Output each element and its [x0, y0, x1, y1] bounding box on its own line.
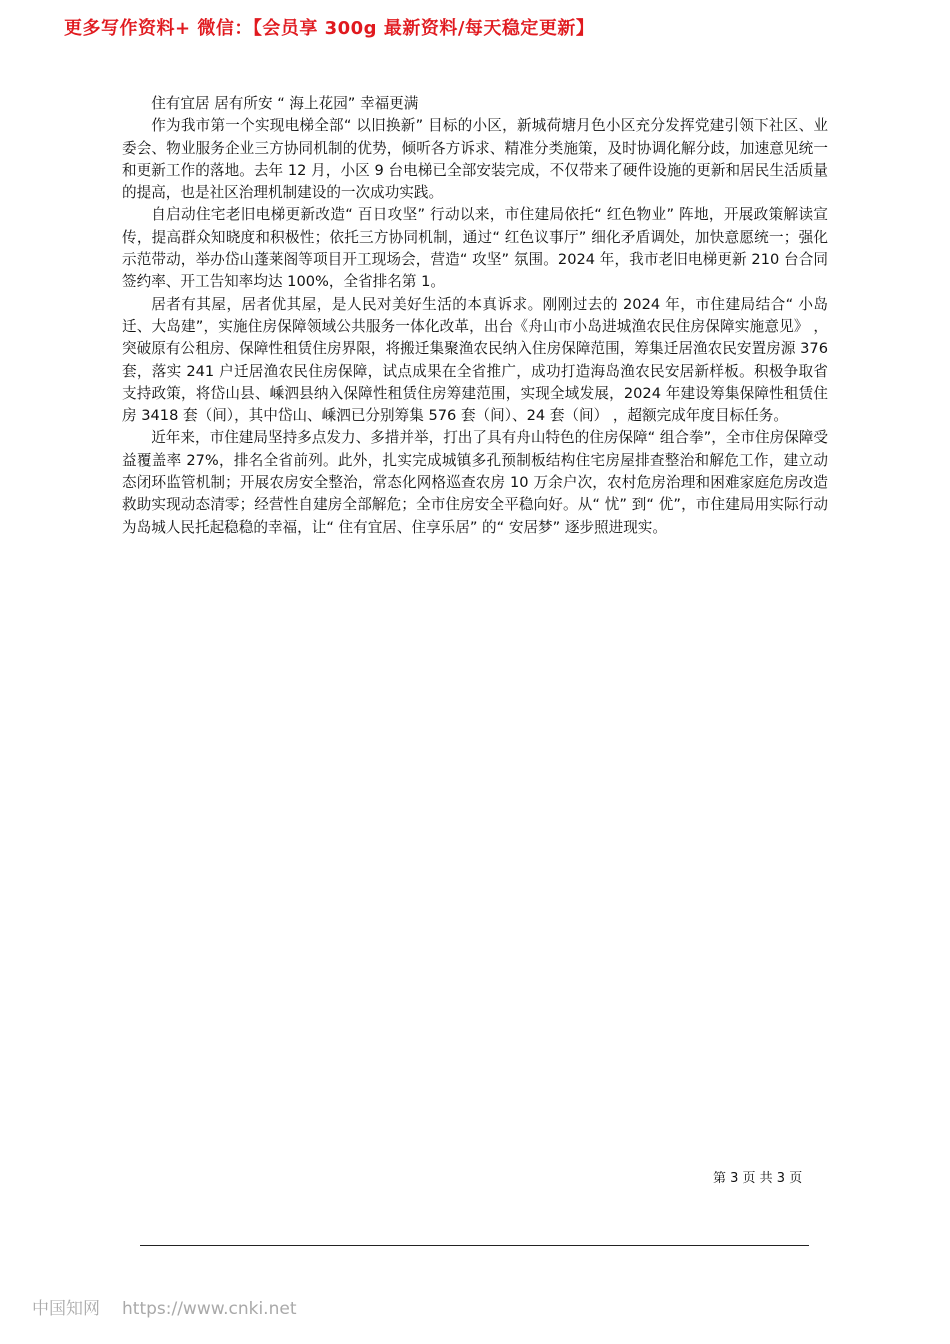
article-title: 住有宜居 居有所安 “ 海上花园” 幸福更满: [151, 95, 419, 112]
page-number: 第 3 页 共 3 页: [713, 1171, 803, 1186]
article-paragraph: 近年来，市住建局坚持多点发力、多措并举，打出了具有舟山特色的住房保障“ 组合拳”，全市住房保障受益覆盖率 27%，排名全省前列。此外，扎实完成城镇多孔预制板结构住宅房屋排查整治和解危工作，建立动态闭环监管机制；开展农房安全整治，常态化网格巡查农房 10 万余户次，农村危房治理和困难家庭危房改造救助实现动态清零；经营性自建房全部解危；全市住房安全平稳向好。从“ 忧” 到“ 优”，市住建局用实际行动为岛城人民托起稳稳的幸福，让“ 住有宜居、住享乐居” 的“ 安居梦” 逐步照进现实。: [122, 429, 828, 536]
watermark: [32, 1294, 296, 1319]
article-paragraph: 自启动住宅老旧电梯更新改造“ 百日攻坚” 行动以来，市住建局依托“ 红色物业” 阵地，开展政策解读宣传，提高群众知晓度和积极性；依托三方协同机制，通过“ 红色议事厅” 细化矛盾调处，加快意愿统一；强化示范带动，举办岱山蓬莱阁等项目开工现场会，营造“ 攻坚” 氛围。2024 年，我市老旧电梯更新 210 台合同签约率、开工告知率均达 100%，全省排名第 1。: [122, 206, 828, 291]
article-body: [122, 93, 828, 539]
article-paragraph: 居者有其屋，居者优其屋，是人民对美好生活的本真诉求。刚刚过去的 2024 年，市住建局结合“ 小岛迁、大岛建”，实施住房保障领域公共服务一体化改革，出台《舟山市小岛进城渔农民住房保障实施意见》 ，突破原有公租房、保障性租赁住房界限，将搬迁集聚渔农民纳入住房保障范围，筹集迁居渔农民安置房源 376 套，落实 241 户迁居渔农民住房保障，试点成果在全省推广，成功打造海岛渔农民安居新样板。积极争取省支持政策，将岱山县、嵊泗县纳入保障性租赁住房筹建范围，实现全域发展，2024 年建设筹集保障性租赁住房 3418 套（间），其中岱山、嵊泗已分别筹集 576 套（间）、24 套（间） ，超额完成年度目标任务。: [122, 295, 828, 425]
watermark-url: https://www.cnki.net: [122, 1299, 297, 1319]
promo-banner: 更多写作资料+ 微信：【会员享 300g 最新资料/每天稳定更新】: [64, 18, 595, 39]
watermark-brand: 中国知网: [32, 1299, 100, 1319]
footer-divider: [140, 1245, 809, 1246]
article-paragraph: 作为我市第一个实现电梯全部“ 以旧换新” 目标的小区，新城荷塘月色小区充分发挥党建引领下社区、业委会、物业服务企业三方协同机制的优势，倾听各方诉求、精准分类施策，及时协调化解分歧，加速意见统一和更新工作的落地。去年 12 月，小区 9 台电梯已全部安装完成，不仅带来了硬件设施的更新和居民生活质量的提高，也是社区治理机制建设的一次成功实践。: [122, 117, 828, 202]
